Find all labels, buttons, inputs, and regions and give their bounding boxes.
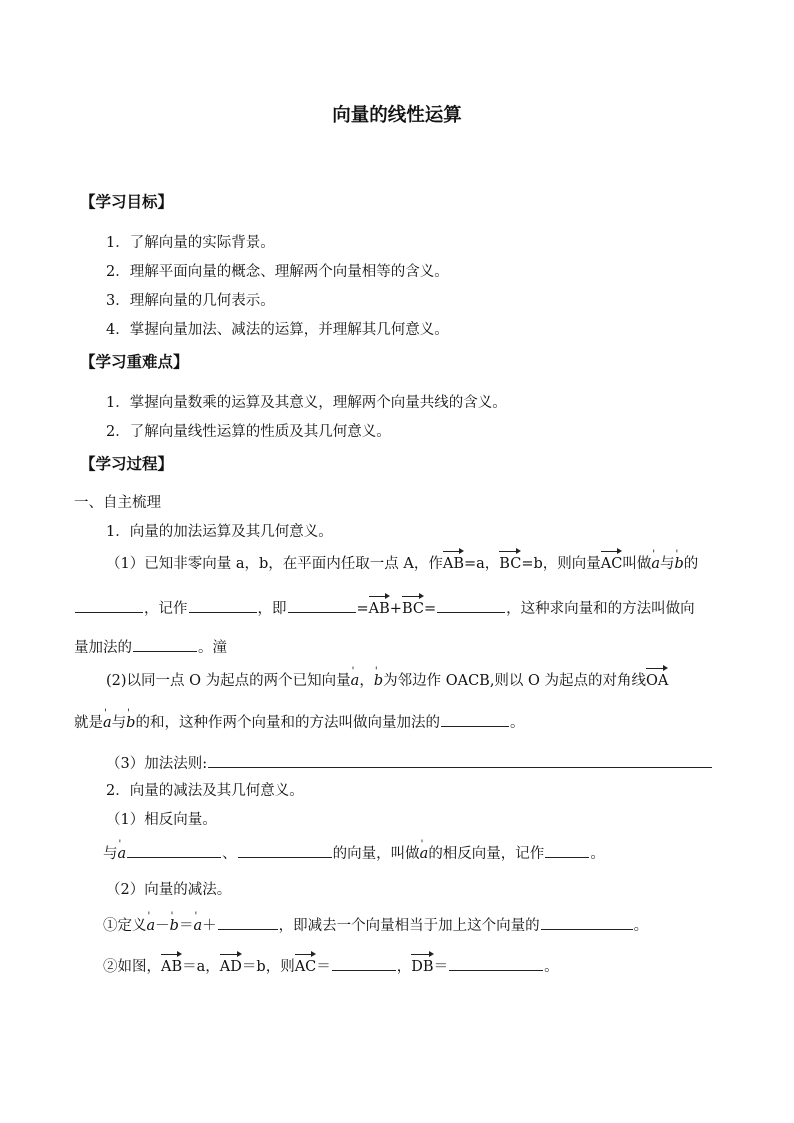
part-heading: 一、自主梳理	[74, 495, 161, 511]
vector-bc: BC	[499, 556, 522, 572]
text-span: ②如图，	[103, 959, 161, 975]
vector-oa: OA	[646, 673, 669, 689]
vector-ad: AD	[219, 959, 242, 975]
variable-a: ' a	[651, 554, 660, 574]
key-point-item: 1．掌握向量数乘的运算及其意义，理解两个向量共线的含义。	[106, 395, 507, 411]
text-span: 与	[659, 556, 675, 572]
variable-b: ' b	[126, 713, 135, 733]
paragraph-line: （2）向量的减法。	[106, 882, 232, 898]
answer-blank[interactable]	[332, 955, 396, 971]
variable-b: ' b	[170, 916, 179, 936]
text-span: ，	[359, 673, 374, 689]
text-span: 的相反向量，记作	[428, 846, 545, 862]
process-heading: 【学习过程】	[80, 454, 174, 473]
paragraph-line	[106, 671, 668, 691]
text-span: ，	[396, 959, 412, 975]
paragraph-line	[106, 752, 713, 774]
page-title: 向量的线性运算	[332, 105, 462, 126]
vector-ab: AB	[368, 601, 390, 617]
text-span: ＝b，则	[241, 959, 295, 975]
paragraph-line	[74, 636, 227, 658]
text-span: 。	[590, 846, 605, 862]
variable-a: ' a	[193, 916, 202, 936]
text-span: ，这种求向量和的方法叫做向	[506, 601, 695, 617]
vector-ac: AC	[294, 959, 317, 975]
text-span: 量加法的	[74, 640, 132, 656]
paragraph-line	[103, 955, 559, 977]
text-span: 。潼	[198, 640, 227, 656]
text-span: －	[155, 918, 170, 934]
text-span: +	[389, 601, 402, 617]
text-span: ＝	[433, 959, 449, 975]
variable-a: ' a	[147, 916, 156, 936]
text-span: 与	[111, 715, 127, 731]
answer-blank[interactable]	[127, 842, 221, 858]
paragraph-line	[103, 914, 648, 936]
text-span: ，即	[257, 601, 287, 617]
answer-blank[interactable]	[449, 955, 543, 971]
text-span: （3）加法法则:	[106, 756, 208, 772]
answer-blank[interactable]	[545, 842, 589, 858]
variable-a: ' a	[351, 671, 360, 691]
text-span: 与	[103, 846, 118, 862]
text-span: ＋	[202, 918, 217, 934]
paragraph-line	[103, 842, 605, 864]
text-span: 的和，这种作两个向量和的方法叫做向量加法的	[135, 715, 440, 731]
goal-item: 1．了解向量的实际背景。	[106, 235, 275, 251]
text-span: 。	[633, 918, 649, 934]
answer-blank[interactable]	[189, 597, 257, 613]
vector-db: DB	[411, 959, 434, 975]
answer-blank[interactable]	[208, 752, 712, 768]
answer-blank[interactable]	[218, 914, 278, 930]
variable-a: ' a	[118, 844, 127, 864]
text-span: 叫做	[622, 556, 652, 572]
paragraph-line	[74, 597, 695, 619]
answer-blank[interactable]	[441, 711, 509, 727]
text-span: ，记作	[144, 601, 188, 617]
text-span: ①定义	[103, 918, 147, 934]
paragraph-line	[106, 554, 698, 574]
variable-b: ' b	[374, 671, 383, 691]
text-span: ，即减去一个向量相当于加上这个向量的	[278, 918, 540, 934]
text-span: =b，则向量	[521, 556, 601, 572]
text-span: （1）已知非零向量 a，b，在平面内任取一点 A，作	[106, 556, 443, 572]
text-span: 。	[509, 715, 525, 731]
goal-item: 3．理解向量的几何表示。	[106, 293, 275, 309]
text-span: 的	[683, 556, 699, 572]
answer-blank[interactable]	[75, 597, 143, 613]
text-span: =	[423, 601, 437, 617]
text-span: 就是	[74, 715, 103, 731]
answer-blank[interactable]	[541, 914, 633, 930]
vector-ac: AC	[600, 556, 623, 572]
text-span: ＝	[178, 918, 194, 934]
vector-ab: AB	[442, 556, 464, 572]
variable-a: ' a	[420, 844, 429, 864]
key-points-heading: 【学习重难点】	[80, 352, 189, 371]
key-point-item: 2．了解向量线性运算的性质及其几何意义。	[106, 424, 391, 440]
text-span: ＝	[316, 959, 331, 975]
text-span: 为邻边作 OACB,则以 O 为起点的对角线	[383, 673, 647, 689]
answer-blank[interactable]	[133, 636, 197, 652]
answer-blank[interactable]	[437, 597, 505, 613]
text-span: 、	[222, 846, 237, 862]
goal-item: 4．掌握向量加法、减法的运算，并理解其几何意义。	[106, 322, 449, 338]
text-span: (2)以同一点 O 为起点的两个已知向量	[106, 673, 351, 689]
text-span: ＝a，	[182, 959, 220, 975]
answer-blank[interactable]	[238, 842, 332, 858]
text-span: 的向量，叫做	[332, 846, 420, 862]
text-span: =	[356, 601, 369, 617]
text-span: 。	[544, 959, 559, 975]
variable-a: ' a	[103, 713, 112, 733]
paragraph-line: （1）相反向量。	[106, 812, 217, 828]
answer-blank[interactable]	[288, 597, 356, 613]
goals-heading: 【学习目标】	[80, 192, 174, 211]
goal-item: 2．理解平面向量的概念、理解两个向量相等的含义。	[106, 264, 449, 280]
list-item: 2．向量的减法及其几何意义。	[106, 783, 304, 799]
variable-b: ' b	[674, 554, 683, 574]
text-span: =a，	[463, 556, 500, 572]
vector-ab: AB	[161, 959, 183, 975]
list-item: 1．向量的加法运算及其几何意义。	[106, 524, 333, 540]
vector-bc: BC	[401, 601, 424, 617]
paragraph-line	[74, 711, 524, 733]
